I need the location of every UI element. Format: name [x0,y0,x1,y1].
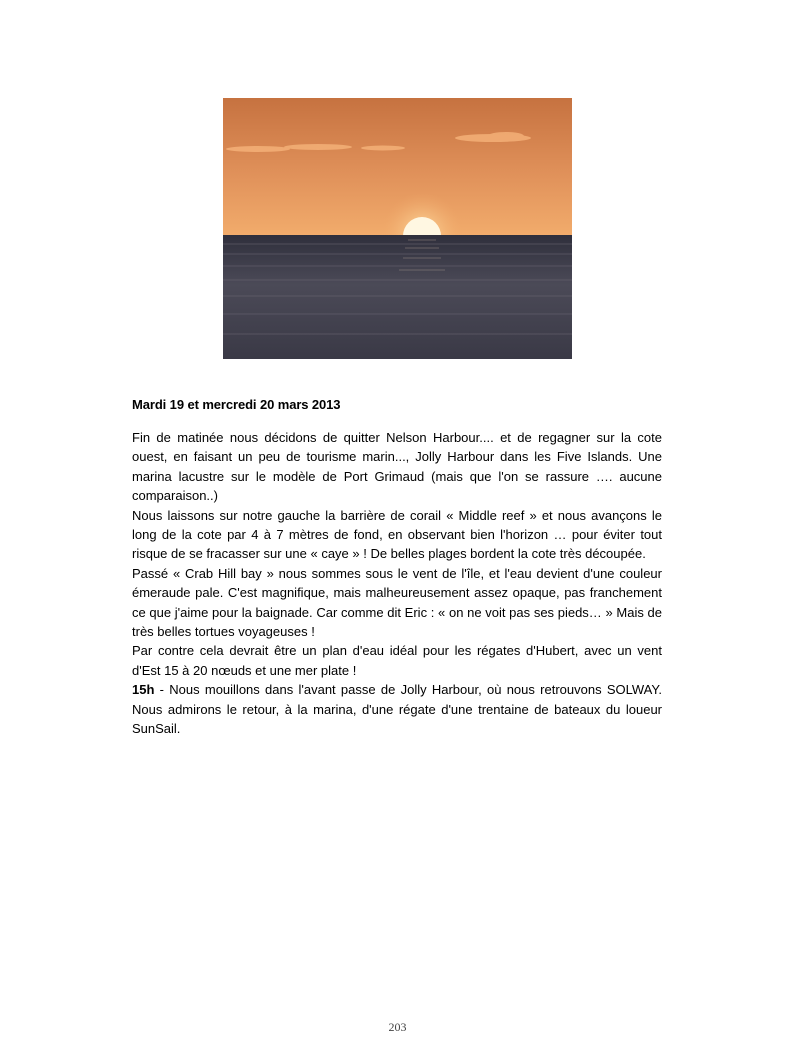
paragraph-1: Fin de matinée nous décidons de quitter Nelson Harbour.... et de regagner sur la cote ouest, en faisant un peu de tourisme marin..., Jolly Harbour dans les Five Islands. Une marina lacustre sur le modèle de Port Grimaud (mais que l'on se rassure …. aucune comparaison..) [132,430,662,504]
time-label: 15h [132,682,155,698]
sunset-illustration [223,98,572,359]
page-number: 203 [388,1020,407,1034]
entry-body [132,428,662,739]
paragraph-4: Par contre cela devrait être un plan d'eau idéal pour les régates d'Hubert, avec un vent d'Est 15 à 20 nœuds et une mer plate ! [132,643,662,678]
sunset-photo [223,98,572,359]
entry-heading: Mardi 19 et mercredi 20 mars 2013 [132,397,341,412]
paragraph-5 [132,680,662,738]
paragraph-2: Nous laissons sur notre gauche la barrière de corail « Middle reef » et nous avançons le long de la cote par 4 à 7 mètres de fond, en observant bien l'horizon … pour éviter tout risque de se fracasser sur une « caye » ! De belles plages bordent la cote très découpée. [132,507,662,562]
paragraph-3: Passé « Crab Hill bay » nous sommes sous le vent de l'île, et l'eau devient d'une couleur émeraude pale. C'est magnifique, mais malheureusement assez opaque, pas franchement ce que j'aime pour la baignade. Car comme dit Eric : « on ne voit pas ses pieds… » Mais de très belles tortues voyageuses ! [132,565,662,640]
paragraph-5-text: - Nous mouillons dans l'avant passe de Jolly Harbour, où nous retrouvons SOLWAY. Nous admirons le retour, à la marina, d'une régate d'une trentaine de bateaux du loueur SunSail. [132,682,662,737]
